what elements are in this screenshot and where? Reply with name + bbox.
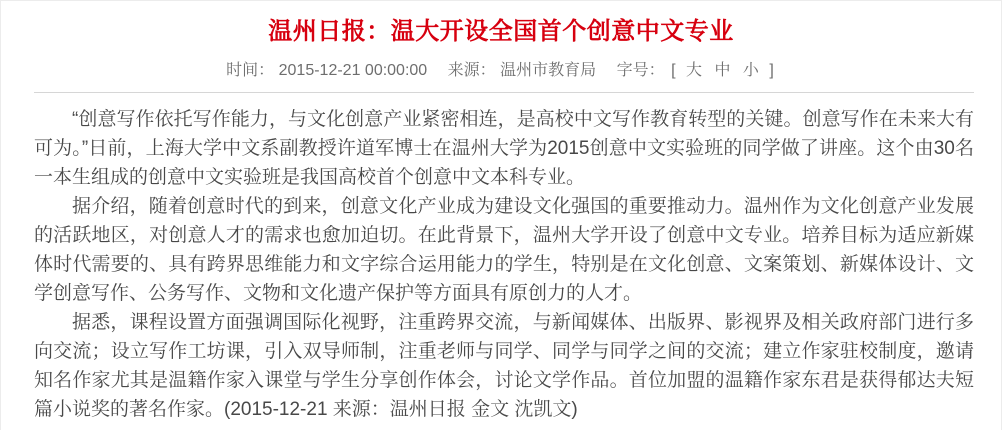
article-paragraph: 据介绍，随着创意时代的到来，创意文化产业成为建设文化强国的重要推动力。温州作为文化创意产业发展的活跃地区，对创意人才的需求也愈加迫切。在此背景下，温州大学开设了创意中文专业。培养目标为适应新媒体时代需要的、具有跨界思维能力和文字综合运用能力的学生，特别是在文化创意、文案策划、新媒体设计、文学创意写作、公务写作、文物和文化遗产保护等方面具有原创力的人才。 <box>34 196 974 304</box>
meta-source-label: 来源： <box>447 62 496 79</box>
font-size-label: 字号： <box>616 62 665 79</box>
meta-source <box>448 61 596 81</box>
header-divider <box>34 92 974 93</box>
font-size-medium-button[interactable]: 中 <box>714 62 731 79</box>
font-size-small-button[interactable]: 小 <box>742 62 759 79</box>
article-paragraph: 据悉，课程设置方面强调国际化视野，注重跨界交流，与新闻媒体、出版界、影视界及相关政府部门进行多向交流；设立写作工坊课，引入双导师制，注重老师与同学、同学与同学之间的交流；建立作家驻校制度，邀请知名作家尤其是温籍作家入课堂与学生分享创作体会，讨论文学作品。首位加盟的温籍作家东君是获得郁达夫短篇小说奖的著名作家。(2015-12-21 来源：温州日报 金文 沈凯文) <box>34 312 974 420</box>
page-title: 温州日报：温大开设全国首个创意中文专业 <box>268 18 734 45</box>
article-paragraph: “创意写作依托写作能力，与文化创意产业紧密相连，是高校中文写作教育转型的关键。创意写作在未来大有可为。”日前，上海大学中文系副教授许道军博士在温州大学为2015创意中文实验班的同学做了讲座。这个由30名一本生组成的创意中文实验班是我国高校首个创意中文本科专业。 <box>34 109 974 188</box>
article-body <box>1 105 1001 424</box>
font-size-bracket-open: [ <box>671 62 676 79</box>
meta-time-value: 2015-12-21 00:00:00 <box>278 62 428 79</box>
font-size-bracket-close: ] <box>769 62 774 79</box>
meta-font-size <box>617 61 776 81</box>
meta-time <box>226 61 427 81</box>
meta-source-value: 温州市教育局 <box>500 62 597 79</box>
font-size-large-button[interactable]: 大 <box>685 62 702 79</box>
meta-time-label: 时间： <box>226 62 275 79</box>
article-meta-bar <box>1 61 1001 81</box>
